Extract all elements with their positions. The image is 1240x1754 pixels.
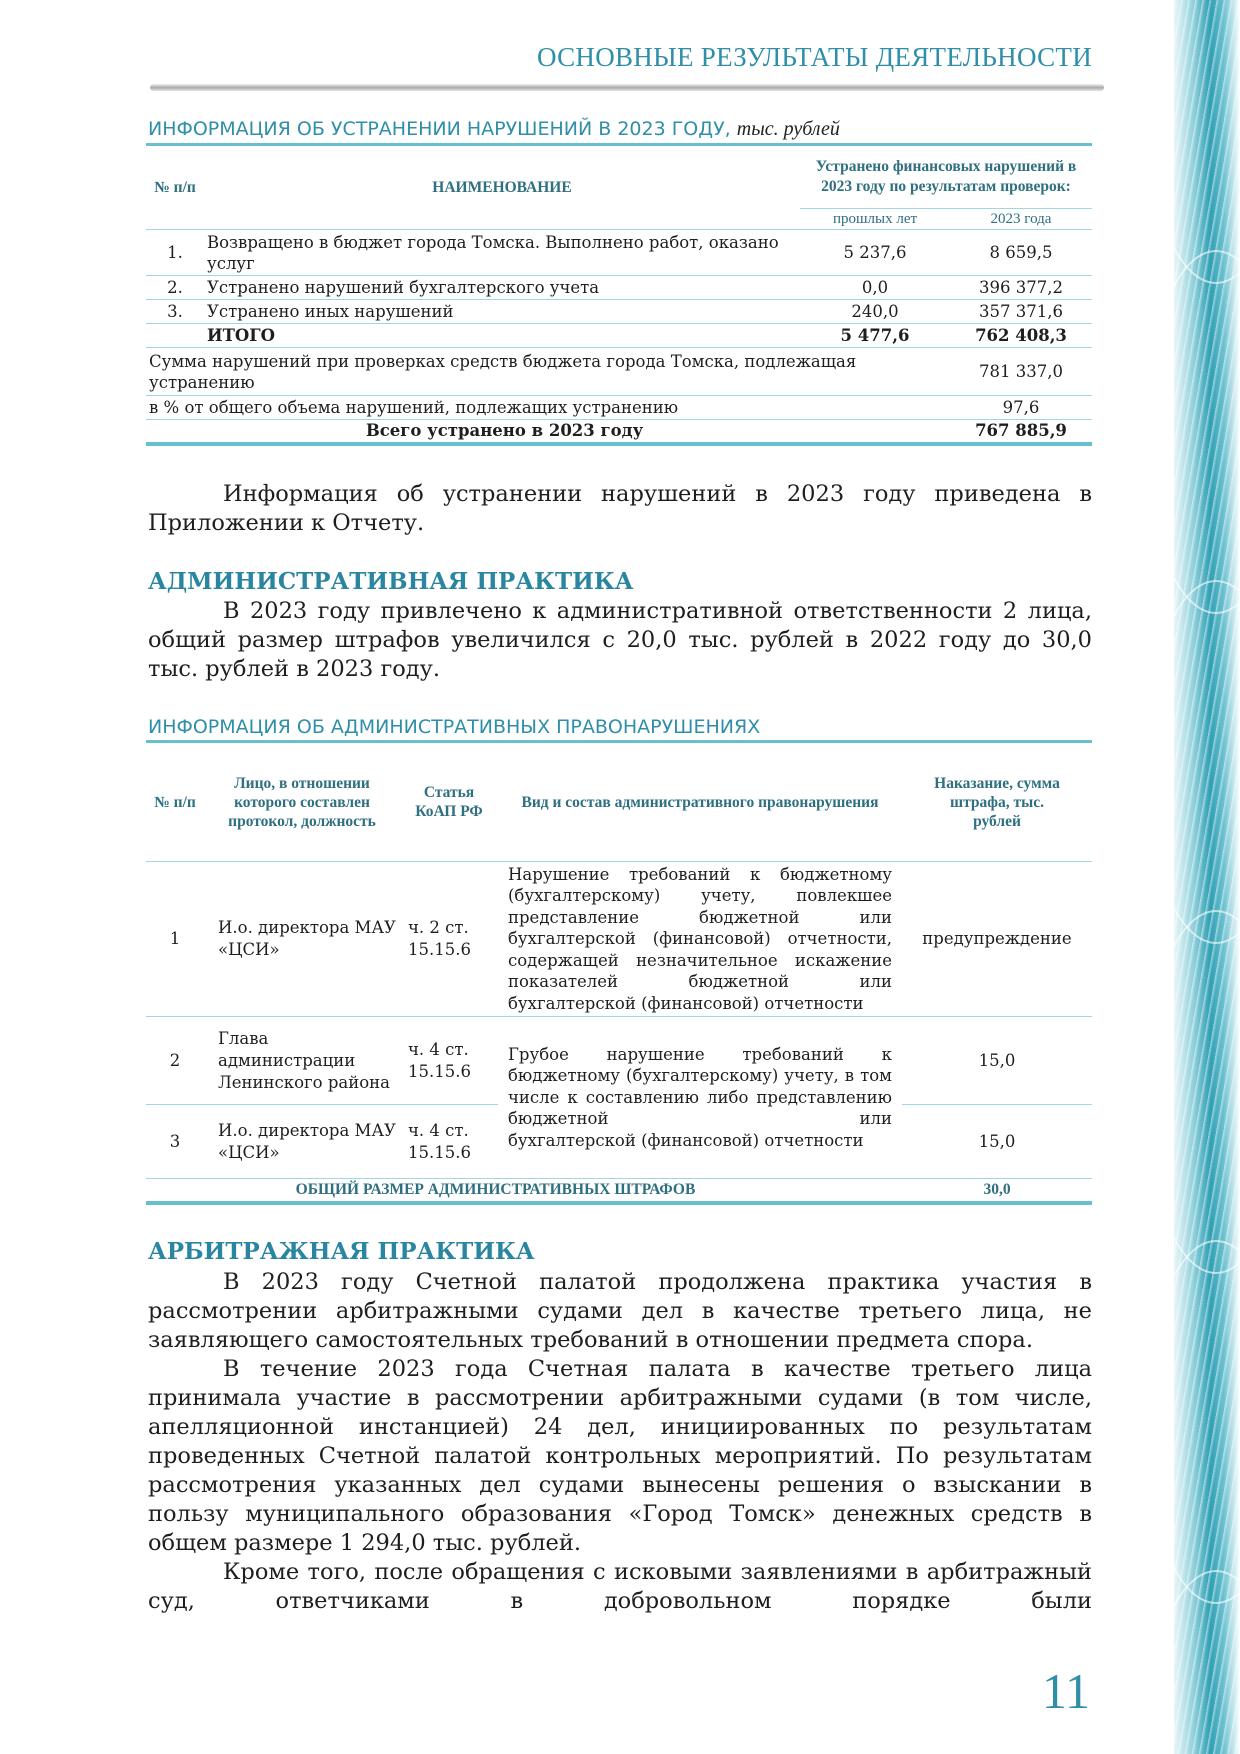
- t1-grand-value: 767 885,9: [950, 420, 1092, 444]
- paragraph-text: Кроме того, после обращения с исковыми заявлениями в арбитражный суд, ответчиками в добровольном порядке были: [148, 1559, 1092, 1614]
- page-number: 11: [1041, 1663, 1090, 1719]
- t2-row-article: ч. 4 ст. 15.15.6: [400, 1017, 498, 1105]
- t2-kind-text: Нарушение требований к бюджетному (бухгалтерскому) учету, повлекшее представление бюджетной или бухгалтерской (финансовой) отчетности, содержащей незначительное искажение показателей бюджетной или: [508, 864, 892, 992]
- paragraph-text: В течение 2023 года Счетная палата в качестве третьего лица принимала участие в рассмотрении арбитражными судами (в том числе, апелляционной инстанцией) 24 дел, инициированных по результатам проведенных Счетной палатой контрольных мероприятий. По результатам рассмотрения указанных дел судами вынесены решения о взыскании в пользу муниципального образования «Город Томск» денежных средств в общем размере 1 294,0 тыс. рублей.: [148, 1356, 1092, 1556]
- table-row: [146, 276, 1092, 300]
- table-row: [146, 300, 1092, 324]
- paragraph-appendix-note: [148, 480, 1092, 538]
- ribbon-wave: [1174, 1570, 1240, 1754]
- admin-offenses-table: [146, 740, 1092, 1205]
- violations-elimination-table: [146, 143, 1092, 446]
- table2-caption: ИНФОРМАЦИЯ ОБ АДМИНИСТРАТИВНЫХ ПРАВОНАРУШЕНИЯХ: [148, 716, 761, 738]
- t2-col-article: Статья КоАП РФ: [400, 742, 498, 862]
- ribbon-wave: [1174, 580, 1240, 944]
- t2-row-num: 2: [146, 1017, 204, 1105]
- paragraph-text: Информация об устранении нарушений в 2023 году приведена в Приложении к Отчету.: [148, 481, 1092, 536]
- t1-row-num: 2.: [146, 276, 204, 300]
- t1-row-cur: 357 371,6: [950, 300, 1092, 324]
- table1-caption-unit: тыс. рублей: [736, 118, 840, 140]
- t1-total-prev: 5 477,6: [800, 324, 950, 348]
- table1-caption: [148, 118, 840, 141]
- t1-row-prev: 240,0: [800, 300, 950, 324]
- t2-row-person: И.о. директора МАУ «ЦСИ»: [204, 862, 400, 1017]
- table-row-grand-total: [146, 420, 1092, 444]
- t2-row-person: И.о. директора МАУ «ЦСИ»: [218, 1120, 396, 1162]
- t2-row-penalty: 15,0: [978, 1131, 1016, 1151]
- t2-total-value: 30,0: [902, 1179, 1092, 1204]
- t2-kind-text: Грубое нарушение требований к бюджетному (бухгалтерскому) учету, в том числе к составлению либо представлению бюджетной или: [508, 1044, 892, 1129]
- t1-total-cur: 762 408,3: [950, 324, 1092, 348]
- t1-col-name: НАИМЕНОВАНИЕ: [204, 145, 800, 230]
- t2-kind-text-end: бухгалтерской (финансовой) отчетности: [508, 1130, 864, 1150]
- t1-total-label: ИТОГО: [204, 324, 800, 348]
- t1-row-prev: 0,0: [800, 276, 950, 300]
- t1-sum-value: 781 337,0: [950, 348, 1092, 396]
- t1-col-prev: прошлых лет: [800, 209, 950, 230]
- t2-row-kind-shared: [498, 1017, 902, 1179]
- ribbon-wave: [1174, 910, 1240, 1274]
- table-row: [146, 1017, 1092, 1105]
- table-row-total: [146, 1179, 1092, 1204]
- t1-row-cur: 8 659,5: [950, 230, 1092, 276]
- section-heading-admin: АДМИНИСТРАТИВНАЯ ПРАКТИКА: [148, 568, 634, 595]
- paragraph-text: В 2023 году привлечено к административной ответственности 2 лица, общий размер штрафов увеличился с 20,0 тыс. рублей в 2022 году до 30,0 тыс. рублей в 2023 году.: [148, 598, 1092, 682]
- t2-row-person: Глава администрации Ленинского района: [204, 1017, 400, 1105]
- t1-row-name: Устранено нарушений бухгалтерского учета: [204, 276, 800, 300]
- t1-row-name: Устранено иных нарушений: [204, 300, 800, 324]
- paragraph-arbitration: [148, 1268, 1092, 1616]
- t2-kind-text-end: бухгалтерской (финансовой) отчетности: [508, 993, 864, 1013]
- header-divider: [150, 84, 1104, 91]
- decorative-side-ribbon: [1174, 0, 1240, 1754]
- page-header-title: ОСНОВНЫЕ РЕЗУЛЬТАТЫ ДЕЯТЕЛЬНОСТИ: [536, 42, 1092, 72]
- ribbon-wave: [1174, 1240, 1240, 1604]
- table-row-percent: [146, 396, 1092, 420]
- table-row-total: [146, 324, 1092, 348]
- table-row-sum: [146, 348, 1092, 396]
- t2-row-num: 3: [169, 1131, 181, 1151]
- table1-caption-text: ИНФОРМАЦИЯ ОБ УСТРАНЕНИИ НАРУШЕНИЙ В 2023 ГОДУ,: [148, 118, 731, 140]
- t2-col-kind: Вид и состав административного правонарушения: [498, 742, 902, 862]
- t2-row-penalty: 15,0: [902, 1017, 1092, 1105]
- t1-pct-value: 97,6: [950, 396, 1092, 420]
- paragraph-admin: [148, 597, 1092, 684]
- t2-col-num: № п/п: [146, 742, 204, 862]
- t1-row-name: Возвращено в бюджет города Томска. Выполнено работ, оказано услуг: [204, 230, 800, 276]
- ribbon-wave: [1174, 250, 1240, 614]
- t2-row-kind: [498, 862, 902, 1017]
- ribbon-wave: [1174, 0, 1240, 284]
- t2-col-penalty: Наказание, сумма штрафа, тыс. рублей: [902, 742, 1092, 862]
- t1-row-num: 3.: [146, 300, 204, 324]
- t1-grand-label: Всего устранено в 2023 году: [146, 420, 950, 444]
- t1-col-2023: 2023 года: [950, 209, 1092, 230]
- t2-row-num: 1: [146, 862, 204, 1017]
- table-row: [146, 862, 1092, 1017]
- paragraph-text: В 2023 году Счетной палатой продолжена практика участия в рассмотрении арбитражными судами дел в качестве третьего лица, не заявляющего самостоятельных требований в отношении предмета спора.: [148, 1269, 1092, 1353]
- t1-col-group: Устранено финансовых нарушений в 2023 году по результатам проверок:: [800, 145, 1092, 209]
- t1-col-num: № п/п: [146, 145, 204, 230]
- t1-row-cur: 396 377,2: [950, 276, 1092, 300]
- t2-total-label: ОБЩИЙ РАЗМЕР АДМИНИСТРАТИВНЫХ ШТРАФОВ: [146, 1179, 902, 1204]
- t1-sum-label: Сумма нарушений при проверках средств бюджета города Томска, подлежащая устранению: [146, 348, 950, 396]
- section-heading-arbitration: АРБИТРАЖНАЯ ПРАКТИКА: [148, 1238, 535, 1265]
- t2-row-penalty: предупреждение: [902, 862, 1092, 1017]
- t1-row-prev: 5 237,6: [800, 230, 950, 276]
- t2-row-article: ч. 4 ст. 15.15.6: [408, 1120, 471, 1162]
- t1-pct-label: в % от общего объема нарушений, подлежащих устранению: [146, 396, 950, 420]
- table-row: [146, 230, 1092, 276]
- t2-row-article: ч. 2 ст. 15.15.6: [400, 862, 498, 1017]
- t2-col-person: Лицо, в отношении которого составлен протокол, должность: [204, 742, 400, 862]
- t1-row-num: 1.: [146, 230, 204, 276]
